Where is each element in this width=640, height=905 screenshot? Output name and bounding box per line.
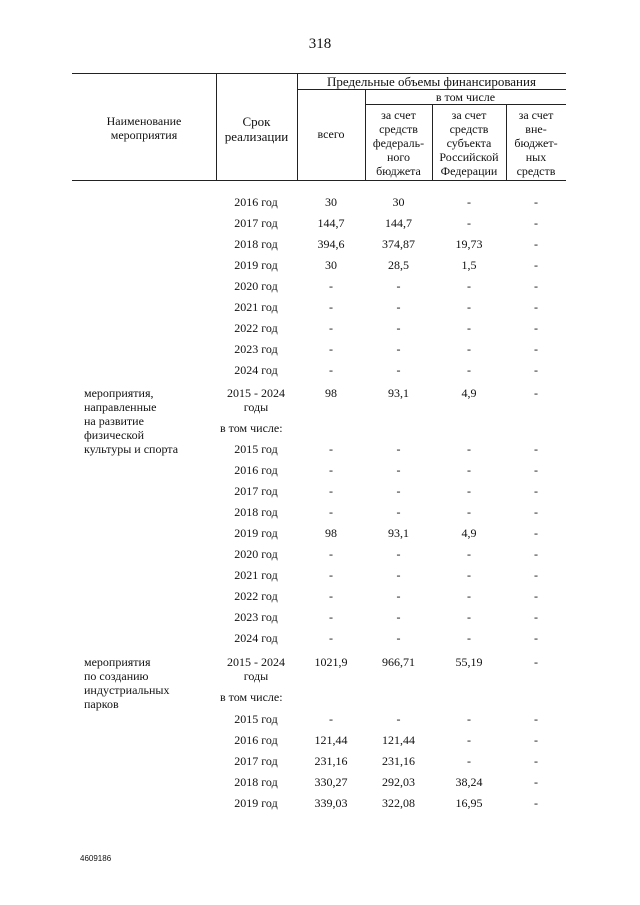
document-code: 4609186	[80, 854, 112, 863]
period-range: 2015 - 2024 годы	[227, 655, 285, 683]
header-funding: Предельные объемы финансирования	[327, 74, 536, 89]
activity-name-industrial-parks: мероприятия по созданию индустриальных парков	[84, 655, 170, 711]
period-range: 2015 - 2024 годы	[227, 386, 285, 414]
header-period: Срок реализации	[224, 114, 289, 144]
header-regional: за счет средств субъекта Российской Федерации	[439, 108, 499, 178]
header-extrabudgetary: за счет вне- бюджет- ных средств	[514, 108, 558, 178]
header-federal: за счет средств федераль- ного бюджета	[372, 108, 425, 178]
header-including: в том числе	[435, 90, 496, 104]
header-bottom-border	[72, 180, 566, 181]
header-name: Наименование мероприятия	[106, 114, 182, 142]
including-subheader: в том числе:	[220, 421, 283, 435]
activity-name-sport: мероприятия, направленные на развитие физической культуры и спорта	[84, 386, 179, 456]
including-subheader: в том числе:	[220, 690, 283, 704]
header-total: всего	[317, 127, 345, 141]
page-number: 318	[308, 36, 332, 52]
including-header-divider	[365, 104, 566, 105]
